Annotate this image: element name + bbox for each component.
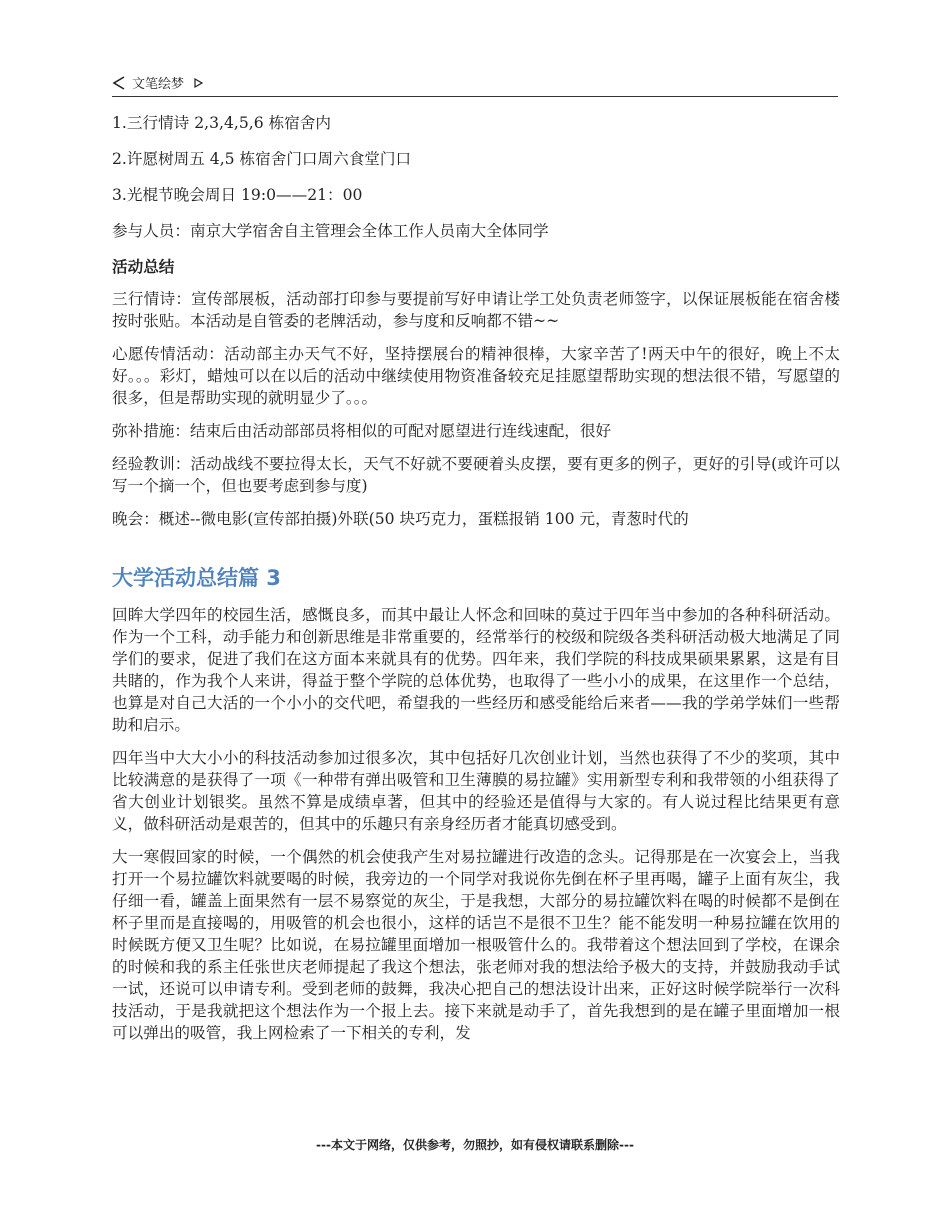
participants-line: 参与人员：南京大学宿舍自主管理会全体工作人员南大全体同学 [112, 222, 549, 240]
page-header [112, 70, 838, 97]
left-arrow-icon [112, 76, 126, 90]
summary-paragraph: 心愿传情活动：活动部主办天气不好，坚持摆展台的精神很棒，大家辛苦了!两天中午的很好，晚上不太好。。。彩灯，蜡烛可以在以后的活动中继续使用物资准备较充足挂愿望帮助实现的想法很不错，写愿望的很多，但是帮助实现的就明显少了。。。 [112, 345, 840, 407]
list-item: 3.光棍节晚会周日 19:0——21：00 [112, 186, 363, 204]
section-title: 大学活动总结篇 3 [112, 566, 281, 590]
section-paragraph: 四年当中大大小小的科技活动参加过很多次，其中包括好几次创业计划，当然也获得了不少的奖项，其中比较满意的是获得了一项《一种带有弹出吸管和卫生薄膜的易拉罐》实用新型专利和我带领的小组获得了省大创业计划银奖。虽然不算是成绩卓著，但其中的经验还是值得与大家的。有人说过程比结果更有意义，做科研活动是艰苦的，但其中的乐趣只有亲身经历者才能真切感受到。 [112, 749, 840, 833]
document-body [112, 112, 840, 1055]
right-arrow-icon [194, 78, 203, 88]
header-brand: 文笔绘梦 [132, 77, 185, 92]
summary-paragraph: 弥补措施：结束后由活动部部员将相似的可配对愿望进行连线速配，很好 [112, 422, 612, 440]
list-item: 1.三行情诗 2,3,4,5,6 栋宿舍内 [112, 114, 331, 132]
page-footer: ---本文于网络，仅供参考，勿照抄，如有侵权请联系删除--- [316, 1138, 634, 1152]
section-paragraph: 回眸大学四年的校园生活，感慨良多，而其中最让人怀念和回味的莫过于四年当中参加的各种科研活动。作为一个工科，动手能力和创新思维是非常重要的，经常举行的校级和院级各类科研活动极大地满足了同学们的要求，促进了我们在这方面本来就具有的优势。四年来，我们学院的科技成果硕果累累，这是有目共睹的，作为我个人来讲，得益于整个学院的总体优势，也取得了一些小小的成果，在这里作一个总结，也算是对自己大活的一个小小的交代吧，希望我的一些经历和感受能给后来者——我的学弟学妹们一些帮助和启示。 [112, 606, 840, 734]
list-item: 2.许愿树周五 4,5 栋宿舍门口周六食堂门口 [112, 150, 412, 168]
summary-paragraph: 经验教训：活动战线不要拉得太长，天气不好就不要硬着头皮摆，要有更多的例子，更好的引导(或许可以写一个摘一个，但也要考虑到参与度) [112, 455, 840, 495]
summary-heading: 活动总结 [112, 258, 175, 276]
section-paragraph: 大一寒假回家的时候，一个偶然的机会使我产生对易拉罐进行改造的念头。记得那是在一次宴会上，当我打开一个易拉罐饮料就要喝的时候，我旁边的一个同学对我说你先倒在杯子里再喝，罐子上面有灰尘，我仔细一看，罐盖上面果然有一层不易察觉的灰尘，于是我想，大部分的易拉罐饮料在喝的时候都不是倒在杯子里而是直接喝的，用吸管的机会也很小，这样的话岂不是很不卫生？能不能发明一种易拉罐在饮用的时候既方便又卫生呢？比如说，在易拉罐里面增加一根吸管什么的。我带着这个想法回到了学校，在课余的时候和我的系主任张世庆老师提起了我这个想法，张老师对我的想法给予极大的支持，并鼓励我动手试一试，还说可以申请专利。受到老师的鼓舞，我决心把自己的想法设计出来，正好这时候学院举行一次科技活动，于是我就把这个想法作为一个报上去。接下来就是动手了，首先我想到的是在罐子里面增加一根可以弹出的吸管，我上网检索了一下相关的专利，发 [112, 848, 840, 1042]
summary-paragraph: 晚会：概述--微电影(宣传部拍摄)外联(50 块巧克力，蛋糕报销 100 元，青葱时代的 [112, 510, 689, 528]
summary-paragraph: 三行情诗：宣传部展板，活动部打印参与要提前写好申请让学工处负责老师签字，以保证展板能在宿舍楼按时张贴。本活动是自管委的老牌活动，参与度和反响都不错~~ [112, 290, 840, 330]
